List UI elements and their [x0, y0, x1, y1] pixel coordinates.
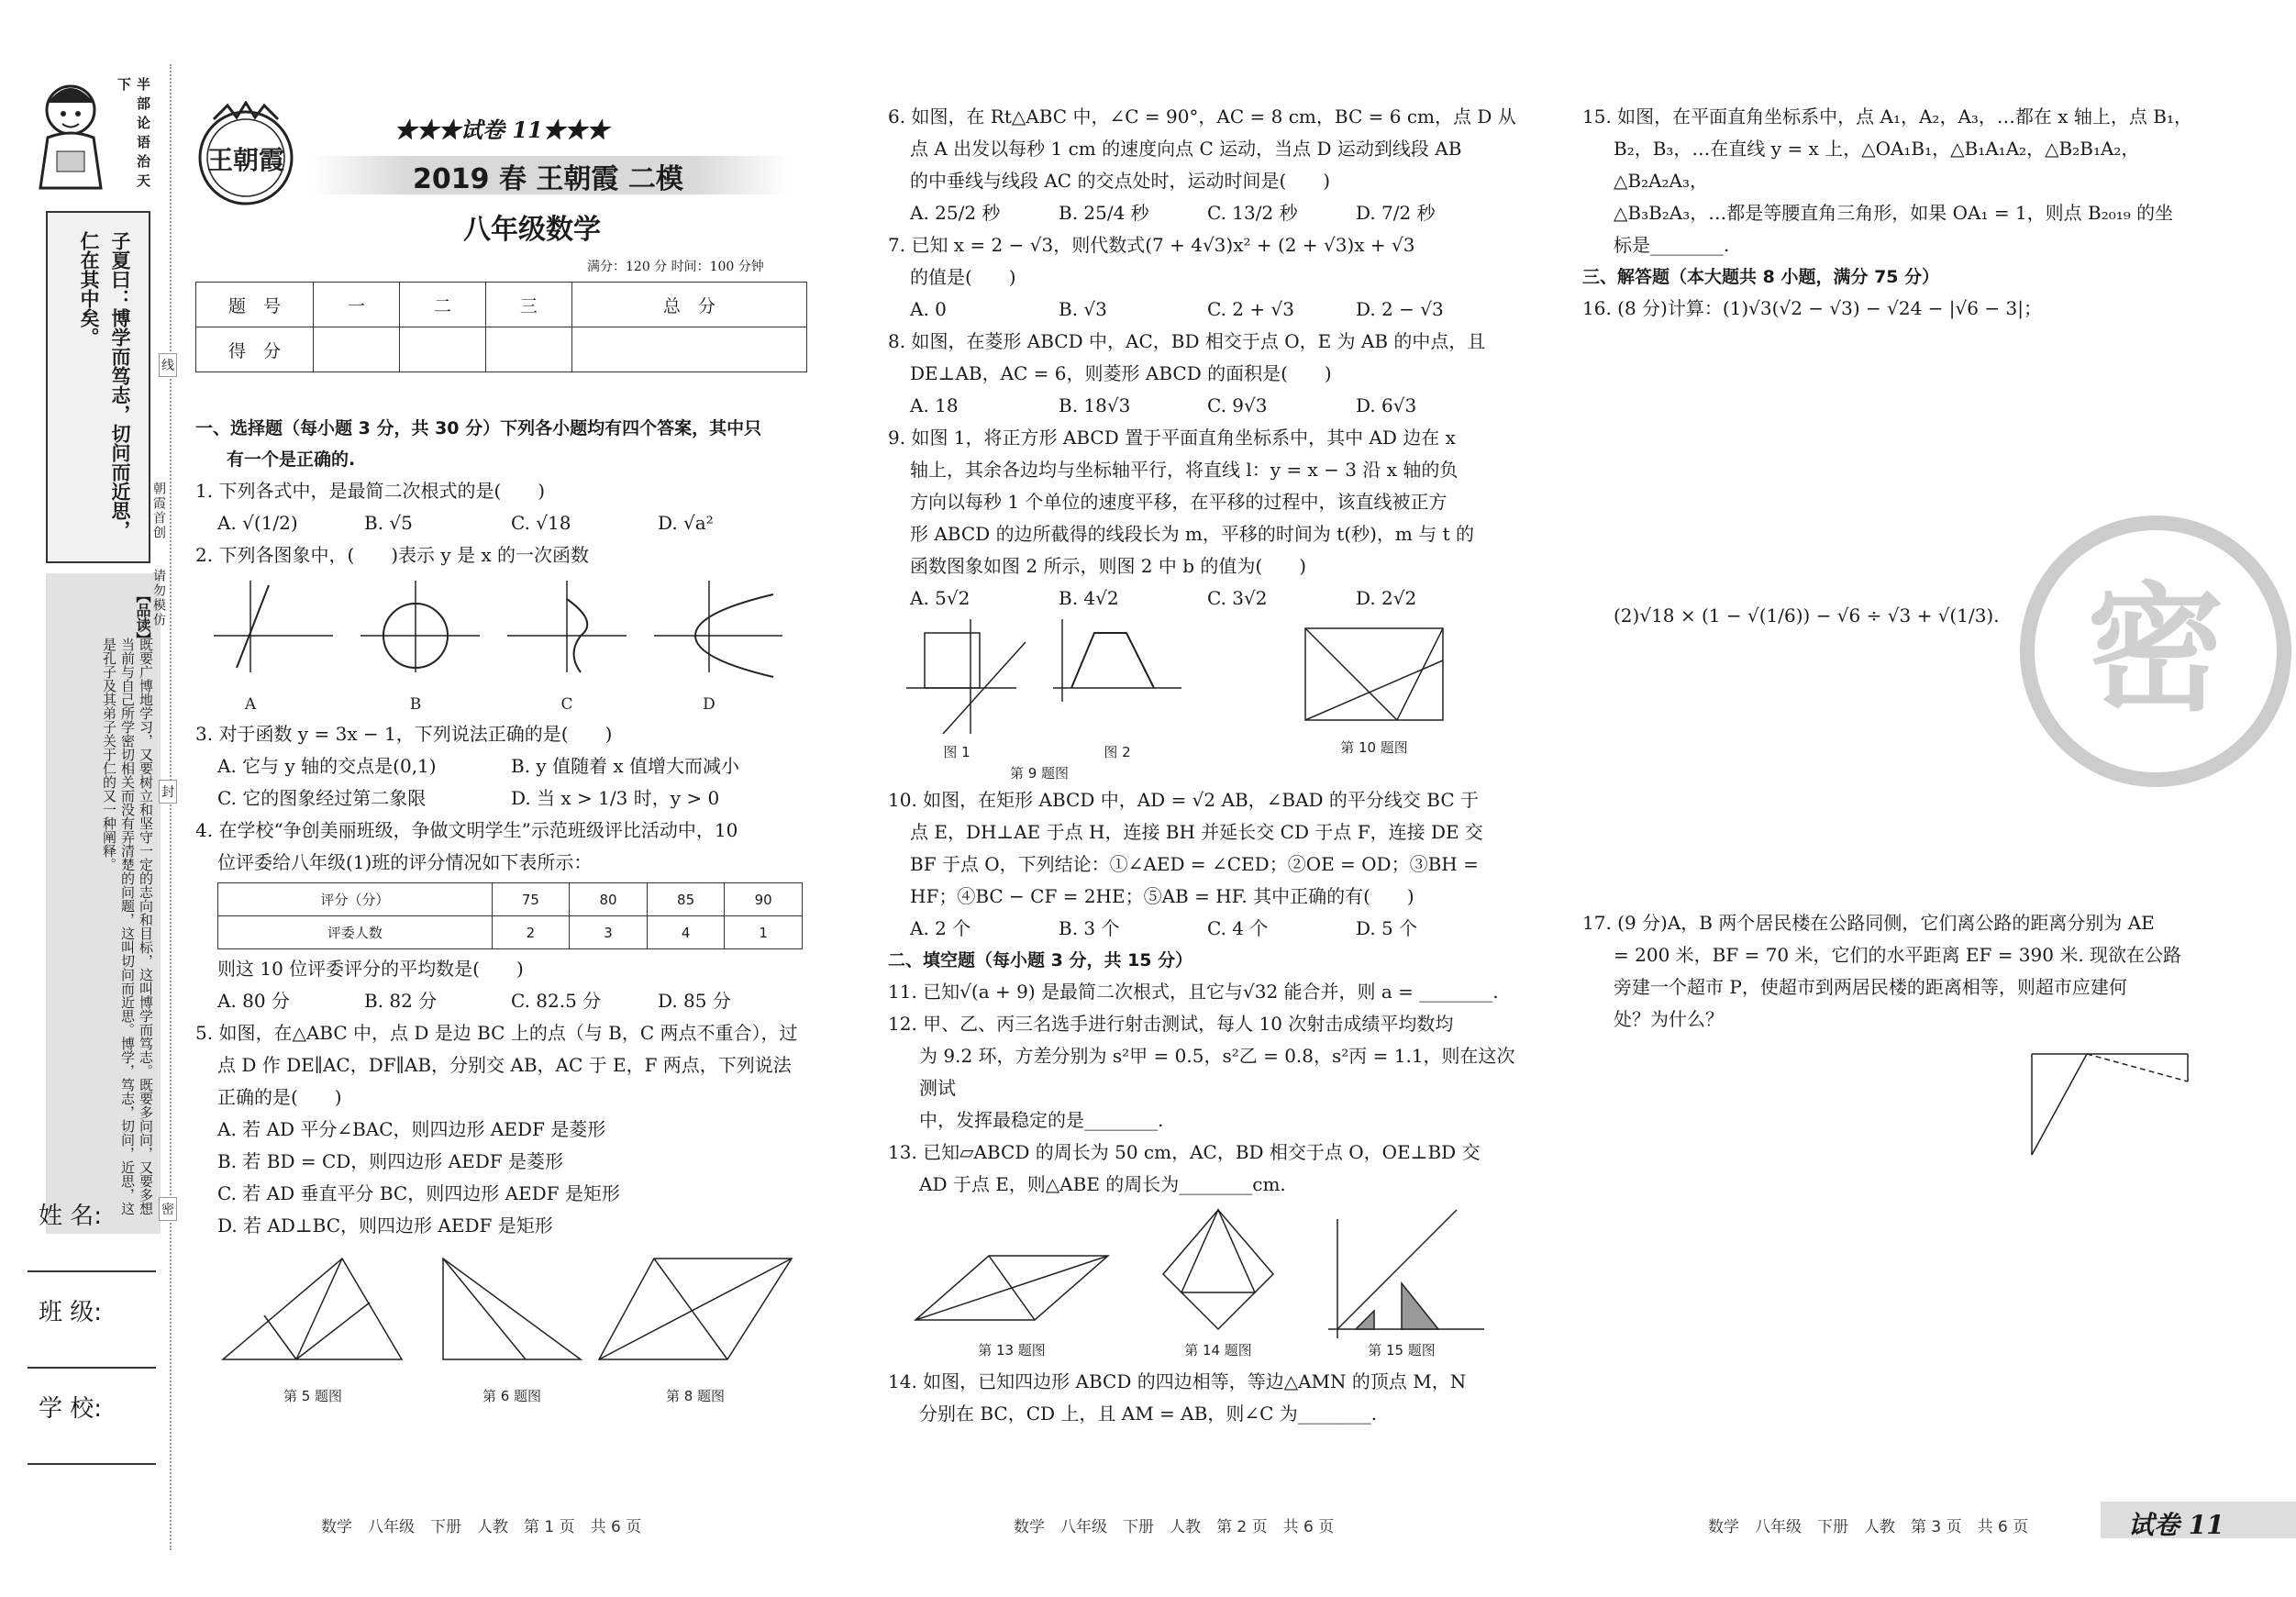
section2-title: 二、填空题（每小题 3 分，共 15 分）: [888, 950, 1193, 970]
fig10-caption: 第 10 题图: [1340, 739, 1408, 756]
sidebar: [18, 73, 156, 1541]
q4-cell-0: 评委人数: [218, 916, 493, 949]
page2-body: [888, 101, 1530, 1430]
q5-opt-d[interactable]: D. 若 AD⊥BC，则四边形 AEDF 是矩形: [217, 1214, 553, 1237]
q9-line-2: 轴上，其余各边均与坐标轴平行，将直线 l：y = x − 3 沿 x 轴的负: [910, 459, 1459, 481]
q1-stem: 1. 下列各式中，是最简二次根式的是( ): [195, 480, 546, 502]
brand-text: 王朝霞: [206, 145, 285, 175]
q4-stem-3: 则这 10 位评委评分的平均数是( ): [217, 958, 524, 980]
school-label: 学 校:: [39, 1395, 103, 1423]
binding-line: [170, 64, 172, 1550]
q6-line-3: 的中垂线与线段 AC 的交点处时，运动时间是( ): [910, 170, 1331, 192]
corner-tag: [2101, 1502, 2296, 1538]
q1-options: [195, 507, 828, 539]
q7-opt-d[interactable]: D. 2 − √3: [1356, 298, 1444, 320]
class-field[interactable]: [28, 1367, 156, 1369]
q4-opt-a[interactable]: A. 80 分: [217, 990, 290, 1012]
fig9-caption: 第 9 题图: [1009, 765, 1070, 782]
exam-meta: 满分：120 分 时间：100 分钟: [587, 260, 764, 274]
page1-footer: 数学 八年级 下册 人教 第 1 页 共 6 页: [321, 1518, 642, 1536]
q8-opt-b[interactable]: B. 18√3: [1059, 394, 1131, 416]
q3-opt-d[interactable]: D. 当 x > 1/3 时，y > 0: [511, 787, 720, 809]
q11-text: 11. 已知√(a + 9) 是最简二次根式，且它与√32 能合并，则 a = ________.: [888, 981, 1499, 1003]
q17-line-4: 处？为什么？: [1614, 1008, 1724, 1030]
q13-line-2: AD 于点 E，则△ABE 的周长为________cm.: [919, 1173, 1286, 1195]
q17-line-3: 旁建一个超市 P，使超市到两居民楼的距离相等，则超市应建何: [1614, 976, 2127, 998]
q9-opt-d[interactable]: D. 2√2: [1356, 587, 1417, 609]
graph-a-line: [237, 585, 269, 668]
q3-stem: 3. 对于函数 y = 3x − 1，下列说法正确的是( ): [195, 723, 613, 745]
q17-line-2: = 200 米，BF = 70 米，它们的水平距离 EF = 390 米. 现欲在公路: [1614, 944, 2182, 966]
q4-head-3: 85: [647, 883, 725, 916]
q8-opt-c[interactable]: C. 9√3: [1207, 394, 1268, 416]
q14-line-2: 分别在 BC，CD 上，且 AM = AB，则∠C 为________.: [919, 1403, 1378, 1425]
q8-line-2: DE⊥AB，AC = 6，则菱形 ABCD 的面积是( ): [910, 362, 1332, 384]
q3-options-row1: [195, 750, 828, 782]
side-note-2: 请勿模仿: [151, 569, 166, 627]
q6-options: [888, 197, 1530, 229]
seal-char-2: 封: [159, 780, 177, 804]
q5-line-3: 正确的是( ): [217, 1086, 342, 1108]
q9-line-1: 9. 如图 1，将正方形 ABCD 置于平面直角坐标系中，其中 AD 边在 x: [888, 427, 1456, 449]
name-field[interactable]: [28, 1270, 156, 1272]
section1-title-2: 有一个是正确的.: [227, 449, 356, 470]
q3-opt-c[interactable]: C. 它的图象经过第二象限: [217, 787, 427, 809]
q4-cell-1: 2: [492, 916, 570, 949]
q9-options: [888, 582, 1530, 615]
q7-line-1: 7. 已知 x = 2 − √3，则代数式(7 + 4√3)x² + (2 + √3)x + √3: [888, 234, 1415, 256]
fig10-rectangle: [1305, 628, 1443, 720]
score-head-2: 二: [399, 283, 485, 327]
page2-footer: 数学 八年级 下册 人教 第 2 页 共 6 页: [1014, 1518, 1335, 1536]
q10-line-4: HF；④BC − CF = 2HE；⑤AB = HF. 其中正确的有( ): [910, 885, 1414, 907]
q8-options: [888, 390, 1530, 422]
q9-line-4: 形 ABCD 的边所截得的线段长为 m，平移的时间为 t(秒)，m 与 t 的: [910, 523, 1474, 545]
fig9-1-caption: 图 1: [943, 744, 971, 760]
q2-graphs: [195, 571, 801, 718]
fig9-2-caption: 图 2: [1104, 744, 1131, 760]
q4-cell-4: 1: [725, 916, 803, 949]
q4-cell-3: 4: [647, 916, 725, 949]
q10-line-1: 10. 如图，在矩形 ABCD 中，AD = √2 AB，∠BAD 的平分线交 BC 于: [888, 789, 1480, 811]
q1-opt-d[interactable]: D. √a²: [658, 512, 714, 534]
fig6-triangle: [443, 1259, 581, 1359]
q9-opt-c[interactable]: C. 3√2: [1207, 587, 1268, 609]
fig9-1-square: [925, 633, 980, 688]
fig5-caption: 第 5 题图: [283, 1388, 343, 1404]
fig5-triangle: [223, 1259, 402, 1359]
page1-figures: [195, 1249, 828, 1414]
q15-line-1: 15. 如图，在平面直角坐标系中，点 A₁，A₂，A₃，…都在 x 轴上，点 B₁，: [1582, 105, 2192, 128]
q17-line-1: 17. (9 分)A，B 两个居民楼在公路同侧，它们离公路的距离分别为 AE: [1582, 912, 2155, 934]
q1-opt-c[interactable]: C. √18: [511, 512, 571, 534]
graph-b-label: B: [409, 695, 422, 714]
q1-opt-b[interactable]: B. √5: [364, 512, 413, 534]
q4-head-1: 75: [492, 883, 570, 916]
q4-opt-d[interactable]: D. 85 分: [658, 990, 731, 1012]
side-note-1: 朝霞首创: [151, 482, 166, 540]
q4-options: [195, 985, 828, 1017]
fig17: [1582, 1036, 2215, 1182]
q5-opt-c[interactable]: C. 若 AD 垂直平分 BC，则四边形 AEDF 是矩形: [217, 1182, 620, 1204]
header: [183, 101, 826, 248]
brand-logo-icon: [191, 101, 301, 211]
q6-opt-c[interactable]: C. 13/2 秒: [1207, 202, 1298, 224]
q5-line-2: 点 D 作 DE∥AC，DF∥AB，分别交 AB，AC 于 E，F 两点，下列说法: [217, 1054, 792, 1076]
watermark-text: 密: [2086, 571, 2225, 730]
q10-opt-d[interactable]: D. 5 个: [1356, 917, 1418, 939]
q3-opt-b[interactable]: B. y 值随着 x 值增大而减小: [511, 755, 740, 777]
q12-line-3: 中，发挥最稳定的是________.: [919, 1109, 1164, 1131]
graph-d-label: D: [703, 695, 715, 714]
q5-opt-b[interactable]: B. 若 BD = CD，则四边形 AEDF 是菱形: [217, 1150, 563, 1172]
graph-c-label: C: [560, 695, 573, 714]
q4-opt-b[interactable]: B. 82 分: [364, 990, 438, 1012]
q9-q10-figures: [888, 615, 1521, 784]
score-head-4: 总 分: [571, 283, 806, 327]
q10-options: [888, 913, 1530, 945]
q1-opt-a[interactable]: A. √(1/2): [217, 512, 298, 534]
page3-footer: 数学 八年级 下册 人教 第 3 页 共 6 页: [1708, 1518, 2029, 1536]
q6-line-1: 6. 如图，在 Rt△ABC 中，∠C = 90°，AC = 8 cm，BC = 6 cm，点 D 从: [888, 105, 1516, 128]
reading-text: 既要广博地学习，又要树立和坚守一定的志向和目标，这叫博学而笃志。既要多问问，又要多想当前与自己所学密切相关而没有弄清楚的问题，这叫切问而近思。博学，笃志，切问，近思，这是孔子及其弟子关于仁的又一种阐释。: [101, 638, 154, 1215]
fig14-caption: 第 14 题图: [1184, 1342, 1252, 1359]
fig15-caption: 第 15 题图: [1368, 1342, 1436, 1359]
q9-line-5: 函数图象如图 2 所示，则图 2 中 b 的值为( ): [910, 555, 1307, 577]
q4-cell-2: 3: [570, 916, 648, 949]
fig9-2-polyline: [1071, 633, 1154, 688]
fig14-triangle: [1181, 1210, 1255, 1292]
q10-line-3: BF 于点 O，下列结论：①∠AED = ∠CED；②OE = OD；③BH =: [910, 853, 1479, 875]
q6-opt-b[interactable]: B. 25/4 秒: [1059, 202, 1149, 224]
q7-opt-c[interactable]: C. 2 + √3: [1207, 298, 1294, 320]
q5-opt-a[interactable]: A. 若 AD 平分∠BAC，则四边形 AEDF 是菱形: [217, 1118, 606, 1140]
quote-text: 子夏曰：博学而笃志，切问而近思，仁在其中矣。: [78, 231, 131, 539]
q4-head-2: 80: [570, 883, 648, 916]
q5-line-1: 5. 如图，在△ABC 中，点 D 是边 BC 上的点（与 B，C 两点不重合），过: [195, 1022, 798, 1044]
score-head-3: 三: [485, 283, 571, 327]
q13-q15-figures: [888, 1201, 1521, 1366]
seal-char-3: 密: [159, 1197, 177, 1221]
name-label: 姓 名:: [39, 1203, 103, 1230]
q14-line-1: 14. 如图，已知四边形 ABCD 的四边相等，等边△AMN 的顶点 M，N: [888, 1370, 1467, 1392]
q10-line-2: 点 E，DH⊥AE 于点 H，连接 BH 并延长交 CD 于点 F，连接 DE 交: [910, 821, 1483, 843]
q7-line-2: 的值是( ): [910, 266, 1016, 288]
section3-title: 三、解答题（本大题共 8 小题，满分 75 分）: [1582, 267, 1940, 287]
q10-opt-b[interactable]: B. 3 个: [1059, 917, 1120, 939]
q15-line-4: 标是________.: [1614, 234, 1730, 256]
q9-line-3: 方向以每秒 1 个单位的速度平移，在平移的过程中，该直线被正方: [910, 491, 1447, 513]
fig14-rhombus: [1163, 1210, 1273, 1329]
fig13-caption: 第 13 题图: [978, 1342, 1046, 1359]
q16-part2: (2)√18 × (1 − √(1/6)) − √6 ÷ √3 + √(1/3).: [1614, 604, 2000, 627]
q6-opt-d[interactable]: D. 7/2 秒: [1356, 202, 1436, 224]
q6-opt-a[interactable]: A. 25/2 秒: [910, 202, 1001, 224]
q7-opt-b[interactable]: B. √3: [1059, 298, 1107, 320]
q10-opt-a[interactable]: A. 2 个: [910, 917, 971, 939]
score-head-1: 一: [314, 283, 400, 327]
seal-char-1: 线: [159, 353, 177, 377]
q4-head-4: 90: [725, 883, 803, 916]
reading-box: [46, 573, 161, 1234]
q13-line-1: 13. 已知▱ABCD 的周长为 50 cm，AC，BD 相交于点 O，OE⊥BD 交: [888, 1141, 1481, 1163]
q8-line-1: 8. 如图，在菱形 ABCD 中，AC，BD 相交于点 O，E 为 AB 的中点，且: [888, 330, 1486, 352]
q4-head-0: 评分（分）: [218, 883, 493, 916]
q12-line-2: 为 9.2 环，方差分别为 s²甲 = 0.5，s²乙 = 0.8，s²丙 = 1.1，则在这次测试: [919, 1045, 1515, 1099]
school-field[interactable]: [28, 1463, 156, 1465]
corner-tag-text: 试卷 11: [2128, 1510, 2224, 1540]
q10-opt-c[interactable]: C. 4 个: [1207, 917, 1269, 939]
q15-line-3: △B₃B₂A₃，…都是等腰直角三角形，如果 OA₁ = 1，则点 B₂₀₁₉ 的坐: [1614, 202, 2174, 224]
q15-line-2: B₂，B₃，…在直线 y = x 上，△OA₁B₁，△B₁A₁A₂，△B₂B₁A₂，△B₂A₂A₃，: [1614, 138, 2140, 192]
q9-opt-a[interactable]: A. 5√2: [910, 587, 971, 609]
secret-watermark-icon: [2018, 514, 2293, 789]
reading-title: 【品读】: [134, 588, 151, 647]
quote-box: [46, 211, 150, 563]
score-table: [195, 282, 807, 372]
q7-opt-a[interactable]: A. 0: [910, 298, 947, 320]
class-label: 班 级:: [39, 1299, 103, 1326]
q6-line-2: 点 A 出发以每秒 1 cm 的速度向点 C 运动，当点 D 运动到线段 AB: [910, 138, 1462, 160]
score-label: 得 分: [196, 327, 314, 372]
score-cell-2[interactable]: [399, 327, 485, 372]
page1-body: [195, 413, 828, 1414]
graph-a-label: A: [244, 695, 257, 714]
score-cell-total[interactable]: [571, 327, 806, 372]
score-cell-1[interactable]: [314, 327, 400, 372]
q3-opt-a[interactable]: A. 它与 y 轴的交点是(0,1): [217, 755, 437, 777]
q12-line-1: 12. 甲、乙、丙三名选手进行射击测试，每人 10 次射击成绩平均数均: [888, 1013, 1454, 1035]
score-head-0: 题 号: [196, 283, 314, 327]
q8-opt-a[interactable]: A. 18: [910, 394, 959, 416]
q4-stem: 4. 在学校“争创美丽班级，争做文明学生”示范班级评比活动中，10: [195, 819, 738, 841]
fig6-caption: 第 6 题图: [482, 1388, 542, 1404]
subject-title: 八年级数学: [463, 214, 601, 246]
q7-options: [888, 294, 1530, 326]
q16-part1: 16. (8 分)计算：(1)√3(√2 − √3) − √24 − |√6 − 3|；: [1582, 297, 2042, 319]
q8-opt-d[interactable]: D. 6√3: [1356, 394, 1417, 416]
q4-opt-c[interactable]: C. 82.5 分: [511, 990, 602, 1012]
section1-title: 一、选择题（每小题 3 分，共 30 分）下列各小题均有四个答案，其中只: [195, 418, 762, 438]
fig8-caption: 第 8 题图: [665, 1388, 726, 1404]
q2-stem: 2. 下列各图象中，( )表示 y 是 x 的一次函数: [195, 544, 590, 566]
q9-opt-b[interactable]: B. 4√2: [1059, 587, 1119, 609]
sidebar-motto: 半部论语治天下: [116, 77, 151, 193]
q4-table: [217, 882, 803, 949]
paper-number: ★★★试卷 11★★★: [394, 116, 609, 143]
q3-options-row2: [195, 782, 828, 815]
q4-stem-2: 位评委给八年级(1)班的评分情况如下表所示：: [217, 851, 593, 873]
score-cell-3[interactable]: [485, 327, 571, 372]
exam-title: 2019 春 王朝霞 二模: [413, 163, 683, 195]
fig15-line: [1337, 1210, 1457, 1329]
